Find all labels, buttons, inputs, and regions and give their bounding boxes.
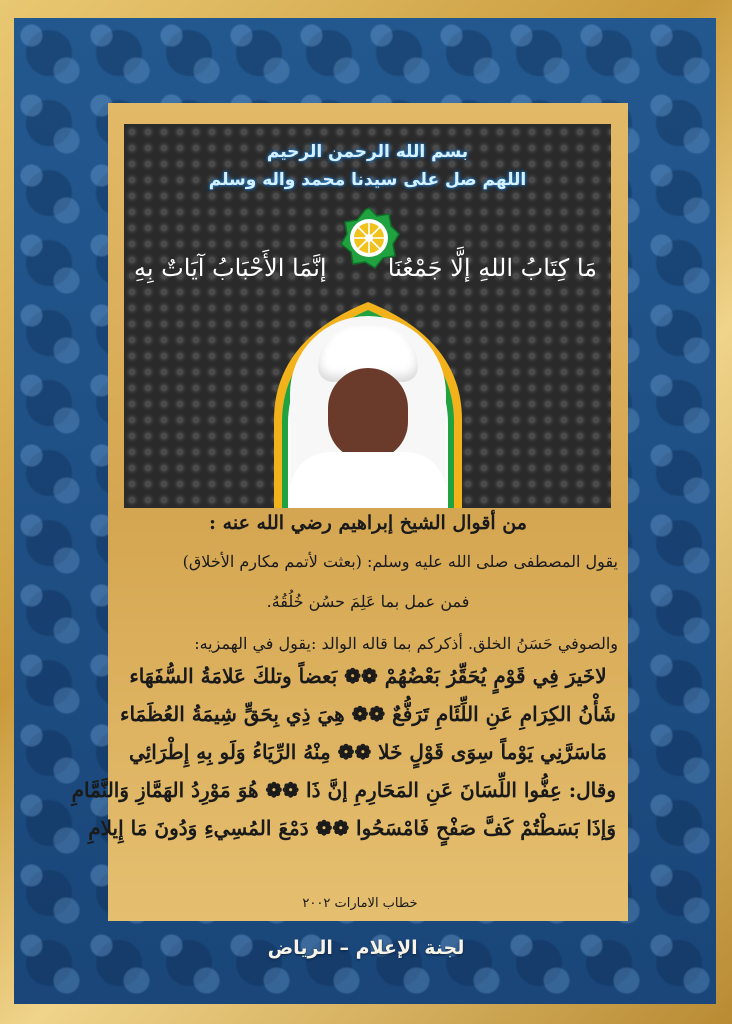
poem-line-4: وقال: عِفُّوا اللِّسَانَ عَنِ المَحَارِمِ إنَّ ذَا ❁❁ هُوَ مَوْرِدُ الهَمَّازِ وَالنَّمَّامِ [71,778,616,802]
committee-caption: لجنة الإعلام – الرياض [267,937,465,959]
verse-left-hemistich: إنَّمَا الأَحْبَابُ آيَاتٌ بِهِ [134,254,327,282]
salawat-text: اللهم صل على سيدنا محمد واله وسلم [208,170,527,190]
sufi-paragraph: والصوفي حَسَنُ الخلق. أذكركم بما قاله الوالد :يقول في الهمزيه: [194,634,618,653]
source-note: خطاب الامارات ٢٠٠٢ [302,896,418,911]
character-paragraph: فمن عمل بما عَلِمَ حسُن خُلُقُهُ. [266,592,470,611]
header-banner [124,124,611,508]
poem-line-5: وَإذَا بَسَطْتُمْ كَفَّ صَفْحٍ فَامْسَحُوا ❁❁ دَمْعَ المُسِيءِ وَدُونَ مَا إِيلامِ [88,816,616,840]
face [328,368,408,460]
verse-right-hemistich: مَا كِتَابُ اللهِ إلَّا جَمْعُنَا [387,254,597,282]
poem-line-3: مَاسَرَّنِي يَوْماً سِوَى قَوْلٍ خَلا ❁❁ مِنْهُ الرِّيَاءُ وَلَو بِهِ إِطْرَائِي [128,740,608,764]
poem-line-1: لاخَيرَ فِي قَوْمٍ يُحَقِّرُ بَعْضُهُمْ ❁❁ بَعضاً وتلكَ عَلامَةُ السُّفَهَاء [129,664,607,688]
poem-line-2: شَأْنُ الكِرَامِ عَنِ اللِّئَامِ تَرَفُّعٌ ❁❁ هِيَ ذِي بِحَقٍّ شِيمَةُ العُظَمَاء [120,702,616,726]
basmala-text: بسم الله الرحمن الرحيم [266,142,469,162]
sheikh-portrait-photo [290,316,446,506]
hadith-paragraph: يقول المصطفى صلى الله عليه وسلم: (بعثت لأتمم مكارم الأخلاق) [182,552,618,571]
intro-heading: من أقوال الشيخ إبراهيم رضي الله عنه : [209,512,527,534]
white-robe [290,452,446,506]
